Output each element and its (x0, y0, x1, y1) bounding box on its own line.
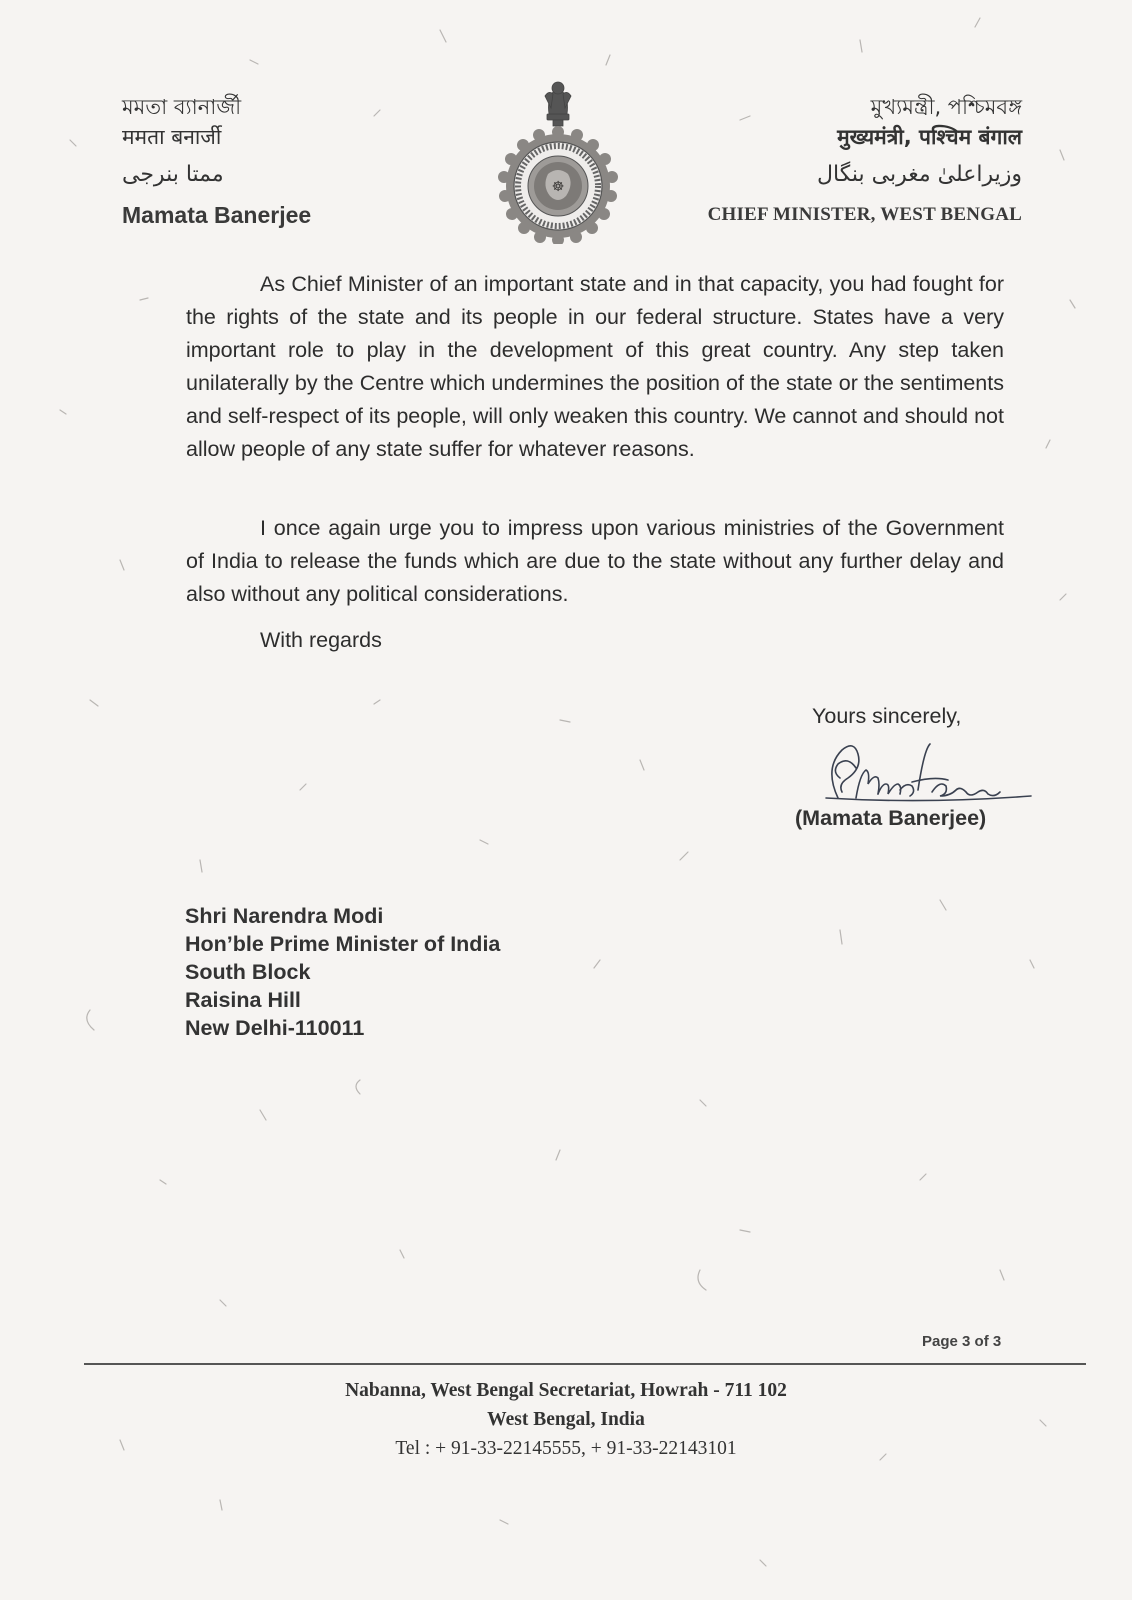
footer-phone: Tel : + 91-33-22145555, + 91-33-22143101 (395, 1438, 737, 1459)
recipient-address (185, 902, 500, 1042)
title-urdu: وزیراعلیٰ مغربی بنگال (817, 162, 1022, 187)
title-hindi: मुख्यमंत्री, पश्चिम बंगाल (837, 125, 1022, 149)
signatory-name: (Mamata Banerjee) (795, 806, 987, 830)
sign-off: Yours sincerely, (812, 704, 962, 728)
title-bengali: মুখ্যমন্ত্রী, পশ্চিমবঙ্গ (870, 95, 1022, 119)
name-bengali: মমতা ব্যানার্জী (122, 95, 242, 119)
name-urdu: ممتا بنرجی (122, 162, 224, 187)
footer-address-line-1: Nabanna, West Bengal Secretariat, Howrah - 711 102 (345, 1380, 787, 1401)
letterhead-right (708, 92, 1022, 226)
footer-divider (84, 1363, 1086, 1365)
name-english: Mamata Banerjee (122, 202, 312, 228)
footer (0, 1376, 1132, 1463)
recipient-address-line-3: New Delhi-110011 (185, 1016, 365, 1040)
body-paragraph-2: I once again urge you to impress upon various ministries of the Government of India to release the funds which are due to the state without any further delay and also without any political considerations. (186, 516, 1004, 606)
footer-address-line-2: West Bengal, India (487, 1409, 645, 1430)
title-english: CHIEF MINISTER, WEST BENGAL (707, 204, 1022, 225)
name-hindi: ममता बनार्जी (122, 125, 222, 149)
recipient-title: Hon’ble Prime Minister of India (185, 932, 501, 956)
body-paragraph-1: As Chief Minister of an important state and in that capacity, you had fought for the rights of the state and its people in our federal structure. States have a very important role to play in the development of this great country. Any step taken unilaterally by the Centre which undermines the position of the state or the sentiments and self-respect of its people, will only weaken this country. We cannot and should not allow people of any state suffer for whatever reasons. (186, 272, 1004, 461)
regards-line: With regards (260, 628, 382, 652)
recipient-address-line-1: South Block (185, 960, 311, 984)
handwritten-signature (820, 728, 1035, 818)
west-bengal-emblem-icon (483, 74, 633, 244)
svg-text:☸: ☸ (551, 179, 565, 195)
recipient-name: Shri Narendra Modi (185, 904, 384, 928)
recipient-address-line-2: Raisina Hill (185, 988, 301, 1012)
letterhead-left (122, 92, 311, 229)
page-number: Page 3 of 3 (922, 1333, 1002, 1350)
